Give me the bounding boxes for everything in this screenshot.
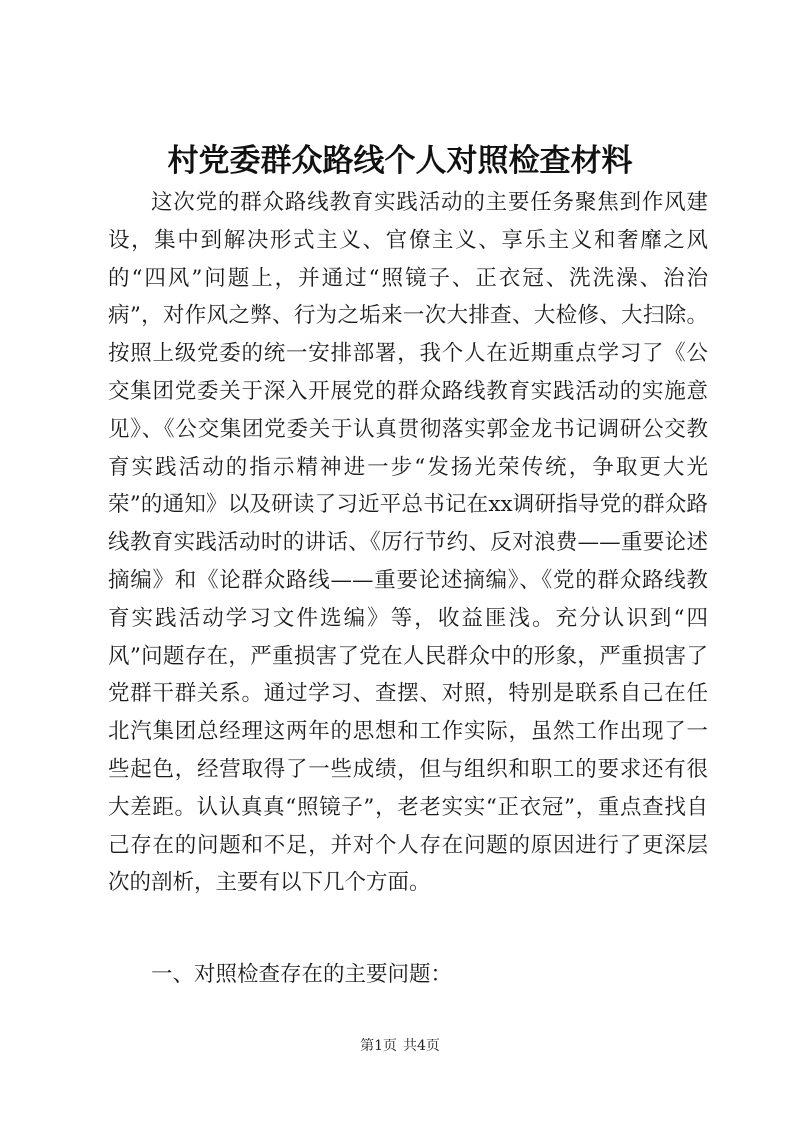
page-footer [0,1036,800,1056]
document-title: 村党委群众路线个人对照检查材料 [167,143,633,179]
page-total: 共4页 [403,1038,440,1054]
section-heading: 一、对照检查存在的主要问题： [151,962,453,987]
page-number: 第1页 [360,1038,397,1054]
body-paragraph: 这次党的群众路线教育实践活动的主要任务聚焦到作风建设，集中到解决形式主义、官僚主义、享乐主义和奢靡之风的“四风”问题上，并通过“照镜子、正衣冠、洗洗澡、治治病”，对作风之弊、行为之垢来一次大排查、大检修、大扫除。按照上级党委的统一安排部署，我个人在近期重点学习了《公交集团党委关于深入开展党的群众路线教育实践活动的实施意见》、《公交集团党委关于认真贯彻落实郭金龙书记调研公交教育实践活动的指示精神进一步“发扬光荣传统，争取更大光荣”的通知》以及研读了习近平总书记在xx调研指导党的群众路线教育实践活动时的讲话、《厉行节约、反对浪费——重要论述摘编》和《论群众路线——重要论述摘编》、《党的群众路线教育实践活动学习文件选编》等，收益匪浅。充分认识到“四风”问题存在，严重损害了党在人民群众中的形象，严重损害了党群干群关系。通过学习、查摆、对照，特别是联系自己在任北汽集团总经理这两年的思想和工作实际，虽然工作出现了一些起色，经营取得了一些成绩，但与组织和职工的要求还有很大差距。认认真真“照镜子”，老老实实“正衣冠”，重点查找自己存在的问题和不足，并对个人存在问题的原因进行了更深层次的剖析，主要有以下几个方面。 [108,190,708,896]
